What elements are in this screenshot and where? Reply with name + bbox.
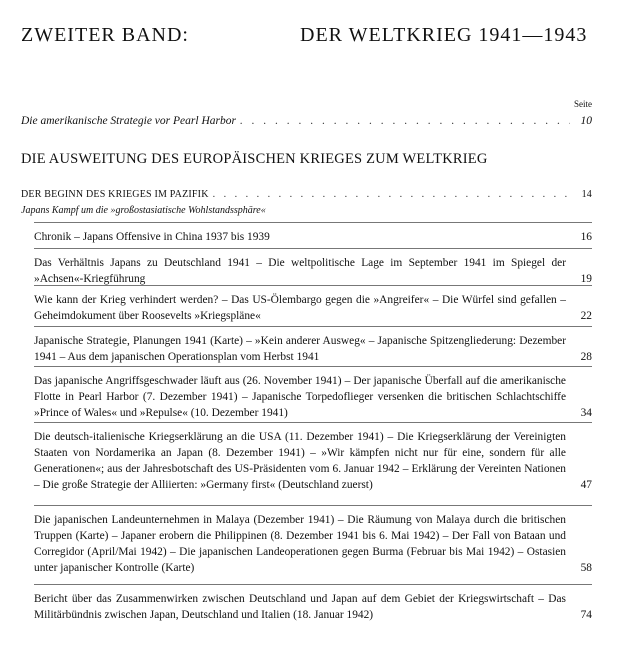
toc-entry-text: Die deutsch-italienische Kriegserklärung an die USA (11. Dezember 1941) – Die Kriegserklärung der Vereinigten Staaten von Nordamerika an Japan (8. Dezember 1941) – »Wir kämpfen nicht nur für eine, sondern für alle Generationen«; aus der Jahresbotschaft des US-Präsidenten vom 6. Januar 1942 – Erklärung der Vereinten Nationen – Die große Strategie der Alliierten: »Germany first« (Deutschland zuerst)	[34, 431, 566, 491]
divider	[34, 248, 592, 249]
toc-entry-page: 34	[580, 407, 592, 419]
toc-entry	[34, 292, 592, 324]
toc-intro-title: Die amerikanische Strategie vor Pearl Harbor	[21, 115, 236, 127]
toc-entry-text: Chronik – Japans Offensive in China 1937 bis 1939	[34, 231, 270, 243]
dot-leader	[240, 115, 570, 127]
toc-entry-text: Bericht über das Zusammenwirken zwischen Deutschland und Japan auf dem Gebiet der Kriegswirtschaft – Das Militärbündnis zwischen Japan, Deutschland und Italien (18. Januar 1942)	[34, 593, 566, 621]
section-heading: DIE AUSWEITUNG DES EUROPÄISCHEN KRIEGES ZUM WELTKRIEG	[21, 151, 488, 167]
toc-entry	[34, 591, 592, 623]
volume-label: ZWEITER BAND:	[21, 24, 189, 46]
volume-title: DER WELTKRIEG 1941—1943	[300, 24, 588, 46]
toc-entry-text: Das Verhältnis Japans zu Deutschland 1941 – Die weltpolitische Lage im September 1941 im Spiegel der »Achsen«-Kriegführung	[34, 257, 566, 285]
toc-entry-text: Das japanische Angriffsgeschwader läuft aus (26. November 1941) – Der japanische Überfall auf die amerikanische Flotte in Pearl Harbor (7. Dezember 1941) – Japanische Torpedoflieger versenken die britischen Schlachtschiffe »Prince of Wales« und »Repulse« (10. Dezember 1941)	[34, 375, 566, 419]
toc-entry-page: 58	[580, 562, 592, 574]
toc-intro-page: 10	[580, 115, 592, 127]
toc-entry-page: 28	[580, 351, 592, 363]
toc-entry	[34, 512, 592, 576]
divider	[34, 584, 592, 585]
divider	[34, 222, 592, 223]
toc-entry	[34, 429, 592, 493]
toc-entry	[34, 333, 592, 365]
divider	[34, 285, 592, 286]
toc-entry-text: Die japanischen Landeunternehmen in Malaya (Dezember 1941) – Die Räumung von Malaya durch die britischen Truppen (Karte) – Japaner erobern die Philippinen (8. Dezember 1941 bis 6. Mai 1942) – Der Fall von Bataan und Corregidor (April/Mai 1942) – Die japanischen Landeoperationen gegen Burma (Februar bis Mai 1942) – Ostasien unter japanischer Kontrolle (Karte)	[34, 514, 566, 574]
chapter-line	[21, 189, 592, 200]
toc-entry	[34, 373, 592, 421]
chapter-page: 14	[581, 189, 592, 200]
toc-intro-line	[21, 115, 592, 127]
toc-entry-page: 22	[580, 310, 592, 322]
toc-entry-page: 74	[580, 609, 592, 621]
toc-entry-page: 47	[580, 479, 592, 491]
divider	[34, 366, 592, 367]
dot-leader	[213, 189, 570, 200]
chapter-title: DER BEGINN DES KRIEGES IM PAZIFIK	[21, 189, 209, 200]
toc-entry-page: 16	[580, 231, 592, 243]
divider	[34, 326, 592, 327]
divider	[34, 505, 592, 506]
divider	[34, 422, 592, 423]
chapter-subtitle: Japans Kampf um die »großostasiatische Wohlstandssphäre«	[21, 205, 266, 216]
toc-entry	[34, 255, 592, 287]
toc-entry-page: 19	[580, 273, 592, 285]
toc-entry	[34, 229, 592, 245]
page-column-label: Seite	[574, 99, 592, 109]
toc-entry-text: Japanische Strategie, Planungen 1941 (Karte) – »Kein anderer Ausweg« – Japanische Spitzengliederung: Dezember 1941 – Aus dem japanischen Operationsplan vom Herbst 1941	[34, 335, 566, 363]
toc-entry-text: Wie kann der Krieg verhindert werden? – Das US-Ölembargo gegen die »Angreifer« – Die Würfel sind gefallen – Geheimdokument über Roosevelts »Kriegspläne«	[34, 294, 566, 322]
